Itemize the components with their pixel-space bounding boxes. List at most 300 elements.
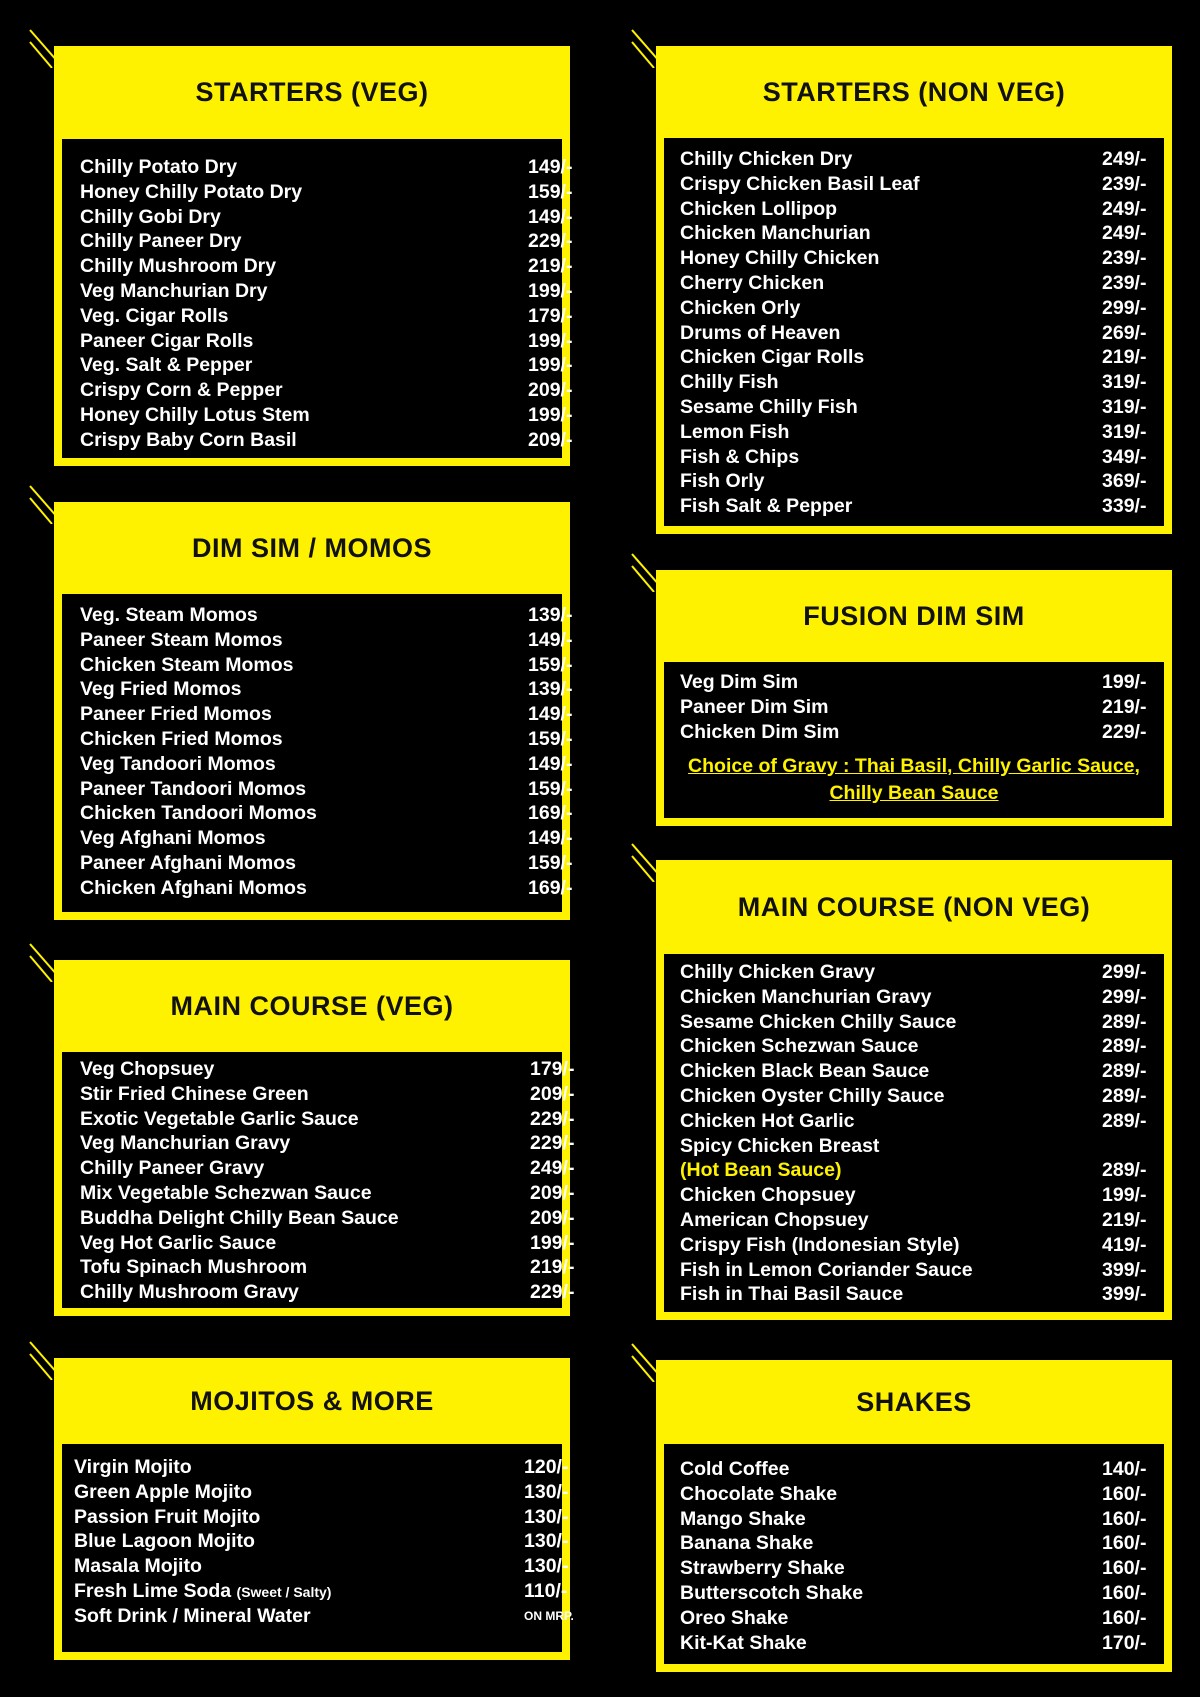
item-price: 249/- [1102,148,1147,170]
item-price: 319/- [1102,420,1147,443]
item-name-text: Honey Chilly Chicken [680,247,880,270]
item-price: 199/- [528,280,573,302]
item-name [680,370,779,394]
section-title: SHAKES [856,1386,972,1417]
item-name-text: Chilly Mushroom Dry [80,255,277,278]
item-price: 299/- [1102,961,1147,983]
item-name-text: Veg. Cigar Rolls [80,304,229,327]
item-price: 199/- [528,404,573,426]
item-name [680,1158,841,1182]
item-name-text: Veg. Steam Momos [80,604,258,626]
item-price: 160/- [1102,1532,1147,1555]
item-name [680,1556,845,1580]
item-name-text: Chilly Fish [680,371,779,394]
menu-item [664,1556,1164,1580]
section-title: STARTERS (VEG) [195,77,429,107]
menu-item [62,1604,574,1628]
menu-item [664,1482,1164,1506]
item-name [680,1084,944,1108]
item-name [680,985,931,1009]
item-price: 219/- [528,255,573,278]
menu-item [62,1131,575,1155]
section-title: DIM SIM / MOMOS [192,532,432,563]
item-name-text: Paneer Cigar Rolls [80,329,254,352]
menu-item [62,1082,575,1106]
item-price: 209/- [530,1182,575,1204]
gravy-choice-note: Choice of Gravy : Thai Basil, Chilly Garlic Sauce, [688,755,1140,777]
item-name-text: Paneer Dim Sim [680,695,829,718]
item-name [680,1183,856,1207]
menu-item [664,221,1164,245]
item-name [80,1107,359,1131]
item-name [74,1480,252,1504]
item-name [680,1507,806,1531]
menu-item [664,494,1164,518]
item-name [680,321,840,345]
item-name-text: Blue Lagoon Mojito [74,1530,255,1553]
item-price: 130/- [524,1505,569,1528]
item-name-text: Chicken Schezwan Sauce [680,1035,919,1058]
item-name-text: Banana Shake [680,1532,814,1555]
item-name [680,1631,807,1655]
menu-item [664,1208,1164,1232]
item-name-text: Chocolate Shake [680,1482,838,1505]
menu-item [62,254,573,278]
item-name [80,155,237,179]
decorative-stripes [630,28,666,68]
item-name-text: Veg Dim Sim [680,671,799,693]
item-price: 349/- [1102,445,1147,468]
decorative-stripes [630,1342,666,1382]
item-name-text: (Hot Bean Sauce) [680,1159,842,1182]
item-name [80,851,296,875]
item-price: 159/- [528,653,573,676]
item-name-text: Virgin Mojito [74,1456,192,1478]
menu-item [62,428,573,452]
item-name [80,1057,214,1081]
menu-item [62,1455,569,1479]
item-name-text: Chilly Gobi Dry [80,205,221,228]
menu-item [664,172,1164,196]
item-price: 369/- [1102,470,1147,493]
menu-item [664,1034,1164,1058]
item-price: 209/- [528,428,573,451]
item-price: 209/- [528,379,573,402]
menu-item [664,720,1164,744]
item-name [80,353,252,377]
item-name [680,720,839,744]
item-name-text: Chicken Manchurian Gravy [680,985,932,1008]
menu-item [664,246,1164,270]
item-name [680,271,824,295]
item-name-text: Paneer Steam Momos [80,628,283,651]
item-name [80,279,267,303]
item-price: 149/- [528,205,573,228]
item-name-text: Kit-Kat Shake [680,1631,807,1654]
menu-item [62,1231,575,1255]
menu-item [62,304,573,328]
item-price: 149/- [528,827,573,850]
item-price: 139/- [528,604,573,626]
menu-item [62,403,573,427]
item-name [74,1505,260,1529]
item-name-text: Honey Chilly Potato Dry [80,180,303,203]
menu-item [664,1109,1164,1133]
item-price: 289/- [1102,1035,1147,1058]
item-name [680,1208,869,1232]
item-name-text: Crispy Chicken Basil Leaf [680,172,920,195]
item-name [680,1134,879,1158]
item-price: 229/- [530,1281,575,1304]
section-starters-nonveg [656,46,1172,534]
menu-item [664,1457,1164,1481]
item-name-text: Fresh Lime Soda [74,1580,237,1602]
item-price: 239/- [1102,247,1147,270]
section-shakes [656,1360,1172,1672]
item-price: 110/- [524,1580,568,1602]
item-price: 159/- [528,180,573,203]
menu-item [664,1581,1164,1605]
decorative-stripes [28,484,64,524]
item-name-text: Exotic Vegetable Garlic Sauce [80,1107,359,1130]
item-name [680,1482,837,1506]
item-name-text: Fish in Thai Basil Sauce [680,1283,904,1306]
item-name [680,1606,788,1630]
item-price: 160/- [1102,1606,1147,1629]
item-name [80,1131,290,1155]
item-price: 209/- [530,1206,575,1229]
item-name [74,1554,202,1578]
item-price: 199/- [1102,671,1147,693]
item-name [74,1455,192,1479]
item-price: 299/- [1102,296,1147,319]
item-name-text: Masala Mojito [74,1555,202,1578]
item-name-text: Lemon Fish [680,420,790,443]
item-name-text: Chicken Afghani Momos [80,876,307,899]
item-name [80,702,272,726]
decorative-stripes [28,942,64,982]
menu-item [664,147,1164,171]
item-name [80,304,228,328]
item-name [80,1280,299,1304]
item-name [80,826,266,850]
menu-item [664,445,1164,469]
item-name-text: Cold Coffee [680,1458,790,1480]
item-price: 319/- [1102,371,1147,394]
item-name [680,197,837,221]
section-dim-sim [54,502,573,920]
item-name [80,1255,307,1279]
item-name [680,147,852,171]
item-name [680,1059,929,1083]
item-name-text: Tofu Spinach Mushroom [80,1256,308,1279]
item-price: 289/- [1102,1109,1147,1132]
item-name-text: Veg Afghani Momos [80,827,266,850]
item-name-text: Oreo Shake [680,1606,789,1629]
section-items [664,954,1164,1312]
menu-item [62,1156,575,1180]
item-name [80,752,276,776]
menu-item [62,378,573,402]
menu-item [62,702,573,726]
menu-item [62,851,573,875]
item-name-text: Chicken Dim Sim [680,720,840,743]
item-name [80,229,241,253]
menu-item [664,296,1164,320]
item-name [80,1206,399,1230]
item-name [680,246,879,270]
item-name-text: Chilly Mushroom Gravy [80,1281,299,1304]
item-name [680,395,858,419]
item-name [80,180,302,204]
item-name [680,1531,813,1555]
menu-item [62,1480,569,1504]
decorative-stripes [28,1340,64,1380]
item-name-text: Crispy Baby Corn Basil [80,428,297,451]
section-starters-veg [54,46,573,466]
item-name [80,403,310,427]
item-name-text: Butterscotch Shake [680,1582,864,1604]
item-price: 160/- [1102,1557,1147,1580]
item-price: 199/- [528,329,573,352]
item-name [680,296,800,320]
item-name-text: Fish & Chips [680,445,800,468]
menu-item [62,1255,575,1279]
item-price: 139/- [528,678,573,701]
menu-item [62,1057,575,1081]
item-name [80,677,241,701]
item-price: 159/- [528,728,573,750]
menu-item [664,1258,1164,1282]
menu-item [664,370,1164,394]
item-name-text: Stir Fried Chinese Green [80,1082,309,1105]
menu-item [62,876,573,900]
item-name-text: Veg Chopsuey [80,1058,215,1080]
menu-item [664,469,1164,493]
item-name [74,1604,311,1628]
item-price: 249/- [530,1157,575,1180]
item-name [80,254,276,278]
menu-item [664,695,1164,719]
item-name [680,1258,973,1282]
item-name-text: Paneer Afghani Momos [80,852,296,874]
menu-item [62,1181,575,1205]
gravy-choice-note-line2: Chilly Bean Sauce [829,782,999,804]
item-price: 239/- [1102,172,1147,195]
item-name-text: Mix Vegetable Schezwan Sauce [80,1182,372,1204]
item-name [80,777,306,801]
menu-item [62,826,573,850]
menu-item [664,960,1164,984]
item-name-text: Chicken Orly [680,296,801,319]
section-fusion [656,570,1172,826]
item-name [80,1156,264,1180]
menu-item [62,1579,568,1603]
item-name-text: Chilly Chicken Dry [680,148,853,170]
menu-item [62,1554,569,1578]
item-name [80,1082,309,1106]
menu-item [664,985,1164,1009]
item-name-text: Chicken Fried Momos [80,728,283,750]
item-name [680,172,920,196]
item-name [80,1231,276,1255]
section-title: MOJITOS & MORE [190,1385,434,1416]
item-name-text: Chicken Manchurian [680,222,871,245]
item-name-text: Cherry Chicken [680,272,825,294]
item-price: ON MRP. [524,1608,574,1623]
menu-item [664,1183,1164,1207]
item-price: 399/- [1102,1283,1147,1306]
item-name [80,603,258,627]
item-name [80,653,293,677]
item-name-text: Chicken Cigar Rolls [680,346,865,369]
item-name-text: Crispy Fish (Indonesian Style) [680,1233,960,1256]
item-name [80,205,221,229]
menu-item [664,1631,1164,1655]
menu-item [62,229,573,253]
menu-item [62,279,573,303]
item-price: 160/- [1102,1507,1147,1530]
item-name-text: Veg. Salt & Pepper [80,354,253,377]
item-price: 219/- [530,1256,575,1279]
item-name [80,876,307,900]
item-name-text: Green Apple Mojito [74,1480,253,1503]
item-name-text: Chilly Paneer Gravy [80,1157,265,1180]
item-name-text: Chilly Paneer Dry [80,230,242,253]
item-name [80,1181,372,1205]
item-name-text: Veg Fried Momos [80,678,242,701]
decorative-stripes [630,842,666,882]
item-name-text: Buddha Delight Chilly Bean Sauce [80,1206,399,1229]
item-name [680,1581,863,1605]
item-name [680,494,852,518]
item-name [680,960,875,984]
menu-item [664,1084,1164,1108]
menu-item [62,653,573,677]
item-price: 140/- [1102,1458,1147,1480]
item-name-text: Veg Manchurian Dry [80,280,268,302]
item-name-text: Chicken Chopsuey [680,1184,856,1207]
item-price: 229/- [528,230,573,253]
menu-item [664,395,1164,419]
menu-item [664,420,1164,444]
item-name-text: Paneer Fried Momos [80,703,272,726]
section-title: MAIN COURSE (NON VEG) [737,891,1091,922]
item-name [680,1109,854,1133]
item-name-text: Passion Fruit Mojito [74,1505,261,1528]
menu-item [62,205,573,229]
item-name-text: Mango Shake [680,1507,806,1530]
item-price: 249/- [1102,222,1147,245]
item-price: 399/- [1102,1258,1147,1281]
item-price: 169/- [528,802,573,825]
item-price: 130/- [524,1480,569,1503]
item-price: 160/- [1102,1582,1147,1604]
item-price: 199/- [528,354,573,377]
item-name [80,329,253,353]
item-price: 289/- [1102,1060,1147,1083]
item-name [80,801,317,825]
item-price: 339/- [1102,495,1147,518]
menu-item [664,271,1164,295]
item-name-text: Paneer Tandoori Momos [80,777,307,800]
menu-item [62,329,573,353]
menu-item [664,1507,1164,1531]
item-name-text: Fish in Lemon Coriander Sauce [680,1258,973,1281]
item-name [80,727,283,751]
menu-item [664,1606,1164,1630]
menu-item [62,801,573,825]
menu-item [664,1010,1164,1034]
item-name [74,1529,255,1553]
menu-item [62,677,573,701]
menu-item [664,670,1164,694]
section-items [62,1444,574,1652]
section-items [62,139,573,458]
item-price: 239/- [1102,272,1147,294]
item-price: 269/- [1102,321,1147,344]
item-name-text: Veg Tandoori Momos [80,752,276,775]
item-name [680,1457,789,1481]
item-price: 289/- [1102,1159,1147,1182]
item-price: 159/- [528,852,573,874]
item-name [80,428,297,452]
item-name [680,345,864,369]
section-items [664,1444,1164,1664]
item-price: 149/- [528,752,573,775]
item-name-text: Soft Drink / Mineral Water [74,1604,311,1627]
section-items [62,594,573,912]
menu-item [664,1233,1164,1257]
item-name-text: Sesame Chilly Fish [680,396,858,418]
item-price: 120/- [524,1456,569,1478]
item-name [680,469,765,493]
item-price: 219/- [1102,346,1147,369]
item-name-text: Fish Salt & Pepper [680,495,853,518]
item-name-text: Sesame Chicken Chilly Sauce [680,1010,957,1033]
menu-item [62,155,573,179]
item-price: 229/- [530,1107,575,1130]
section-title: FUSION DIM SIM [803,600,1025,631]
section-items [664,138,1164,526]
menu-item [664,197,1164,221]
item-name [680,445,799,469]
section-main-nonveg [656,860,1172,1320]
item-name-text: Chicken Black Bean Sauce [680,1060,930,1083]
item-name [680,1233,960,1257]
item-price: 229/- [530,1132,575,1155]
menu-item [62,752,573,776]
item-name-text: Chilly Chicken Gravy [680,961,876,983]
decorative-stripes [630,552,666,592]
item-price: 199/- [1102,1184,1147,1207]
menu-item [664,1158,1164,1182]
menu-item [62,1280,575,1304]
item-name-text: Chilly Potato Dry [80,156,238,178]
menu-item [62,777,573,801]
item-name [80,628,283,652]
menu-item [664,1282,1164,1306]
item-name [680,1034,918,1058]
item-price: 179/- [530,1058,575,1080]
item-name-text: Drums of Heaven [680,321,841,344]
item-name [74,1579,331,1604]
menu-item [62,1107,575,1131]
item-price: 160/- [1102,1482,1147,1505]
item-price: 219/- [1102,1209,1147,1231]
item-price: 289/- [1102,1085,1147,1107]
item-price: 169/- [528,876,573,899]
